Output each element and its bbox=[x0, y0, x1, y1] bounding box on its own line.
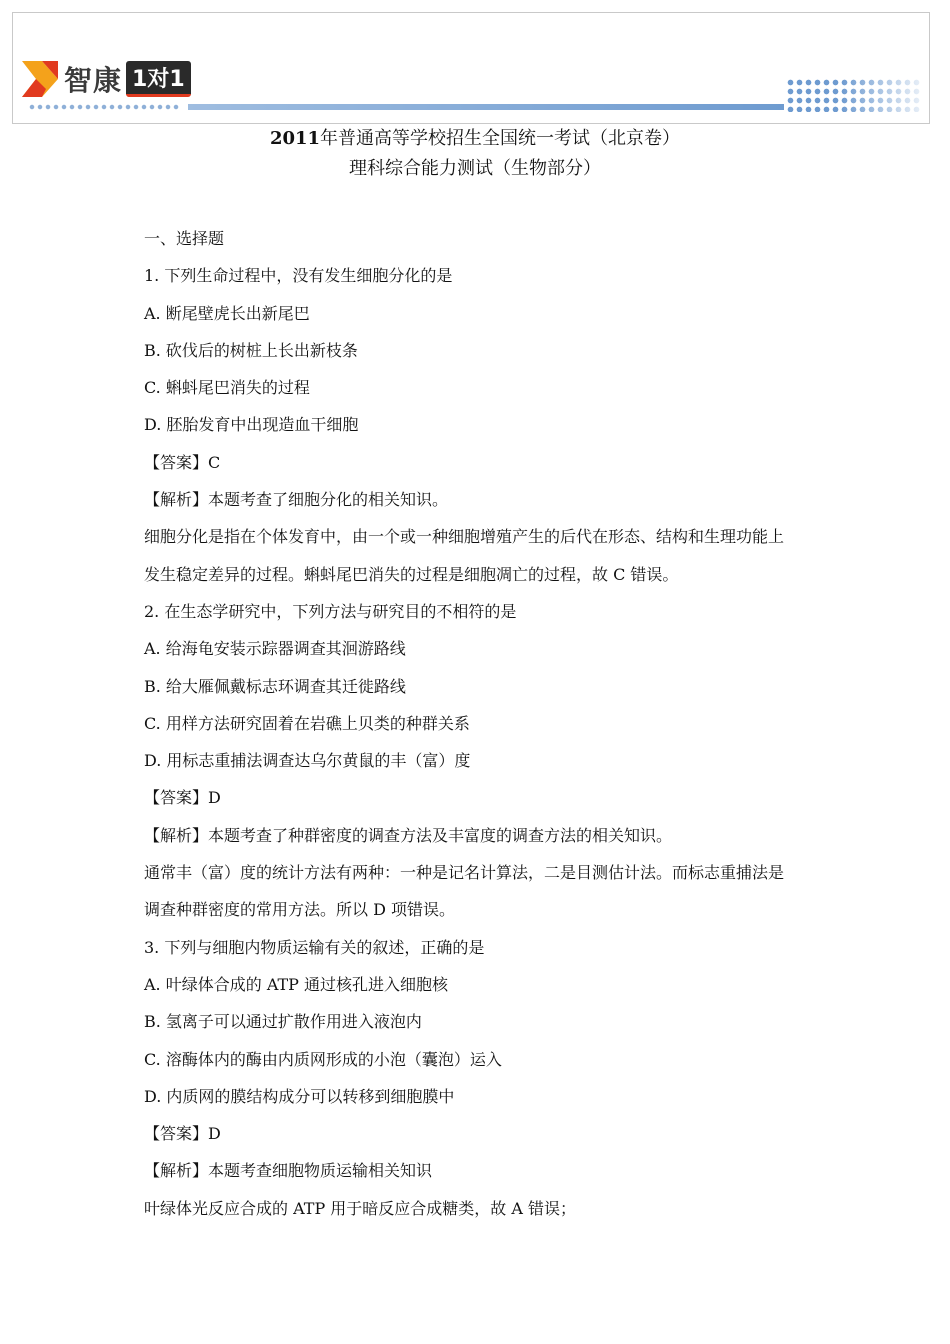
question-3-option-c: C. 溶酶体内的酶由内质网形成的小泡（囊泡）运入 bbox=[144, 1049, 502, 1069]
logo-mark-icon bbox=[22, 61, 58, 97]
question-3-option-a: A. 叶绿体合成的 ATP 通过核孔进入细胞核 bbox=[144, 974, 449, 994]
question-2-analysis: 【解析】本题考查了种群密度的调查方法及丰富度的调查方法的相关知识。 bbox=[144, 825, 673, 845]
question-2-option-c: C. 用样方法研究固着在岩礁上贝类的种群关系 bbox=[144, 713, 470, 733]
question-2-option-a: A. 给海龟安装示踪器调查其洄游路线 bbox=[144, 639, 406, 659]
document-body bbox=[144, 220, 824, 1227]
question-2-explanation-line-1: 通常丰（富）度的统计方法有两种：一种是记名计算法，二是目测估计法。而标志重捕法是 bbox=[144, 863, 785, 883]
question-1-explanation-line-1: 细胞分化是指在个体发育中，由一个或一种细胞增殖产生的后代在形态、结构和生理功能上 bbox=[144, 527, 785, 547]
header-divider-bar bbox=[188, 104, 784, 110]
question-2-explanation-line-2: 调查种群密度的常用方法。所以 D 项错误。 bbox=[144, 900, 456, 920]
question-2-answer: 【答案】D bbox=[144, 788, 221, 808]
brand-logo bbox=[22, 60, 191, 98]
question-3-answer: 【答案】D bbox=[144, 1124, 221, 1144]
question-2-stem: 2. 在生态学研究中，下列方法与研究目的不相符的是 bbox=[144, 601, 517, 621]
section-heading: 一、选择题 bbox=[144, 229, 225, 248]
question-3-option-d: D. 内质网的膜结构成分可以转移到细胞膜中 bbox=[144, 1086, 455, 1106]
question-1-option-c: C. 蝌蚪尾巴消失的过程 bbox=[144, 378, 310, 398]
question-3-stem: 3. 下列与细胞内物质运输有关的叙述，正确的是 bbox=[144, 937, 485, 957]
question-1-stem: 1. 下列生命过程中，没有发生细胞分化的是 bbox=[144, 266, 453, 286]
header-dot-grid bbox=[786, 78, 922, 112]
question-1-option-d: D. 胚胎发育中出现造血干细胞 bbox=[144, 415, 359, 435]
question-3-explanation-line-1: 叶绿体光反应合成的 ATP 用于暗反应合成糖类，故 A 错误； bbox=[144, 1198, 577, 1218]
question-1-option-a: A. 断尾壁虎长出新尾巴 bbox=[144, 303, 310, 323]
document-subtitle: 理科综合能力测试（生物部分） bbox=[349, 158, 601, 179]
question-1-explanation-line-2: 发生稳定差异的过程。蝌蚪尾巴消失的过程是细胞凋亡的过程，故 C 错误。 bbox=[144, 564, 679, 584]
title-year: 2011 bbox=[269, 128, 321, 149]
question-2-option-d: D. 用标志重捕法调查达乌尔黄鼠的丰（富）度 bbox=[144, 751, 471, 771]
question-1-analysis: 【解析】本题考查了细胞分化的相关知识。 bbox=[144, 490, 449, 510]
header-dot-strip bbox=[28, 104, 180, 110]
question-3-analysis: 【解析】本题考查细胞物质运输相关知识 bbox=[144, 1161, 433, 1181]
title-line1-text: 年普通高等学校招生全国统一考试（北京卷） bbox=[320, 128, 681, 149]
question-3-option-b: B. 氢离子可以通过扩散作用进入液泡内 bbox=[144, 1012, 422, 1032]
document-title bbox=[0, 127, 950, 151]
question-1-answer: 【答案】C bbox=[144, 452, 221, 472]
question-2-option-b: B. 给大雁佩戴标志环调查其迁徙路线 bbox=[144, 676, 406, 696]
logo-badge: 1对1 bbox=[126, 61, 191, 97]
question-1-option-b: B. 砍伐后的树桩上长出新枝条 bbox=[144, 340, 358, 360]
logo-text: 智康 bbox=[64, 64, 123, 97]
